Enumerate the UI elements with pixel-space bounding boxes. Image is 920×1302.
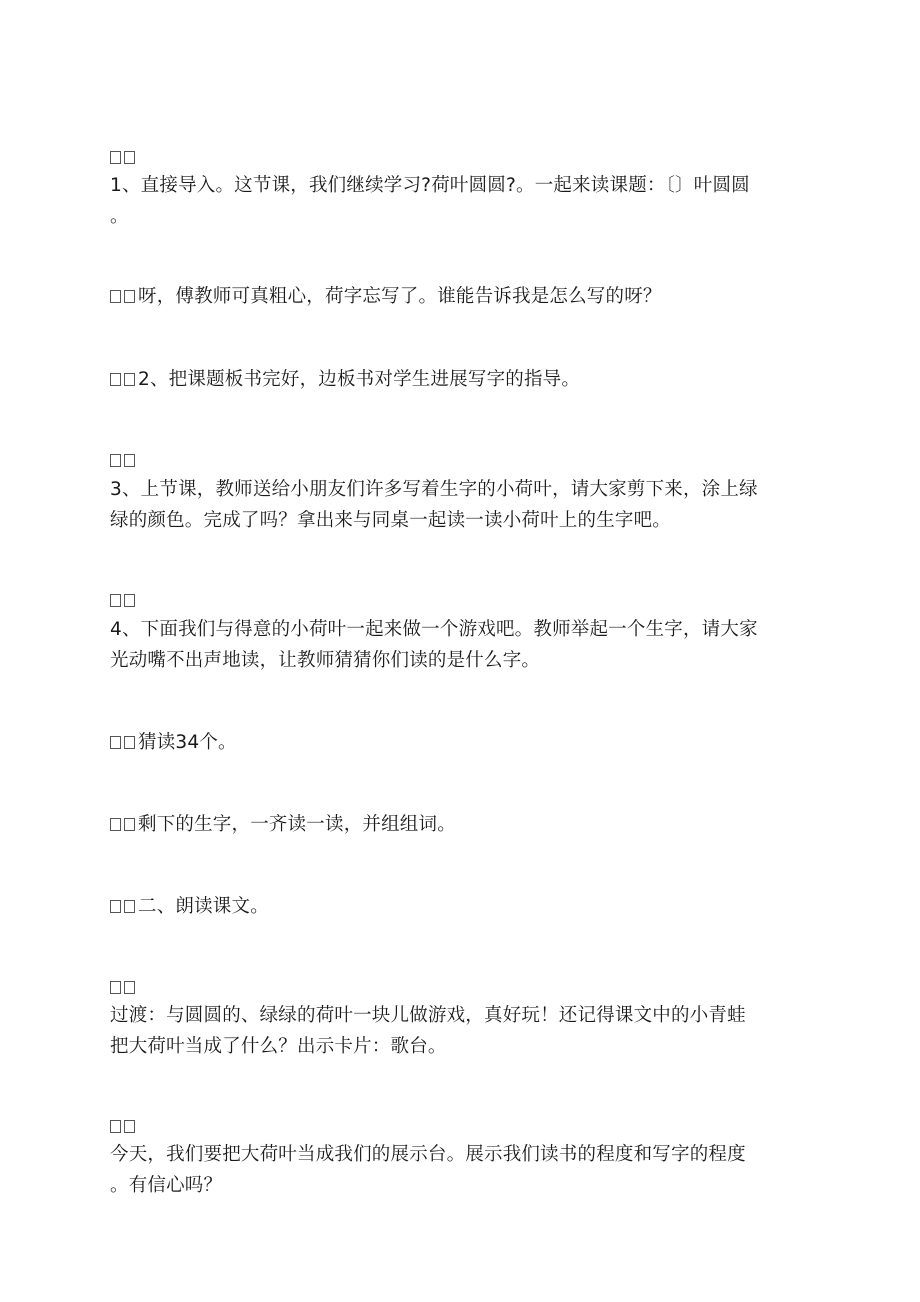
missing-glyph-icon [110, 287, 138, 307]
line-text: 4、下面我们与得意的小荷叶一起来做一个游戏吧。教师举起一个生字，请大家 [110, 619, 758, 640]
line-text: 3、上节课，教师送给小朋友们许多写着生字的小荷叶，请大家剪下来，涂上绿 [110, 479, 758, 500]
line-text: 2、把课题板书完好，边板书对学生进展写字的指导。 [138, 369, 581, 390]
paragraph-line [110, 480, 810, 500]
paragraph-marker [110, 1117, 810, 1137]
paragraph-line [110, 511, 810, 531]
paragraph-line [110, 815, 810, 835]
missing-glyph-icon [110, 978, 138, 998]
paragraph-marker [110, 451, 810, 471]
paragraph-marker [110, 591, 810, 611]
paragraph-marker [110, 978, 810, 998]
missing-glyph-icon [110, 148, 138, 168]
paragraph-line [110, 1145, 810, 1165]
paragraph-line [110, 1037, 810, 1057]
paragraph-line [110, 207, 810, 227]
line-text: 1、直接导入。这节课，我们继续学习?荷叶圆圆?。一起来读课题：〔〕叶圆圆 [110, 175, 750, 196]
paragraph-marker [110, 148, 810, 168]
line-text: 光动嘴不出声地读，让教师猜猜你们读的是什么字。 [110, 650, 541, 671]
missing-glyph-icon [110, 451, 138, 471]
paragraph-line [110, 287, 810, 307]
missing-glyph-icon [110, 591, 138, 611]
paragraph-line [110, 651, 810, 671]
line-text: 剩下的生字，一齐读一读，并组组词。 [138, 814, 456, 835]
line-text: 把大荷叶当成了什么？出示卡片：歌台。 [110, 1036, 447, 1057]
line-text: 绿的颜色。完成了吗？拿出来与同桌一起读一读小荷叶上的生字吧。 [110, 510, 672, 531]
paragraph-line [110, 176, 810, 196]
paragraph-line [110, 370, 810, 390]
line-text: 。有信心吗？ [110, 1175, 223, 1196]
missing-glyph-icon [110, 1117, 138, 1137]
missing-glyph-icon [110, 897, 138, 917]
missing-glyph-icon [110, 733, 138, 753]
paragraph-line [110, 733, 810, 753]
line-text: 猜读34个。 [138, 732, 237, 753]
missing-glyph-icon [110, 370, 138, 390]
line-text: 二、朗读课文。 [138, 896, 269, 917]
line-text: 。 [110, 206, 129, 227]
section-heading [110, 897, 810, 917]
line-text: 呀，傅教师可真粗心，荷字忘写了。谁能告诉我是怎么写的呀？ [138, 286, 662, 307]
line-text: 今天，我们要把大荷叶当成我们的展示台。展示我们读书的程度和写字的程度 [110, 1144, 746, 1165]
missing-glyph-icon [110, 815, 138, 835]
paragraph-line [110, 620, 810, 640]
line-text: 过渡：与圆圆的、绿绿的荷叶一块儿做游戏，真好玩！还记得课文中的小青蛙 [110, 1005, 746, 1026]
paragraph-line [110, 1006, 810, 1026]
paragraph-line [110, 1176, 810, 1196]
